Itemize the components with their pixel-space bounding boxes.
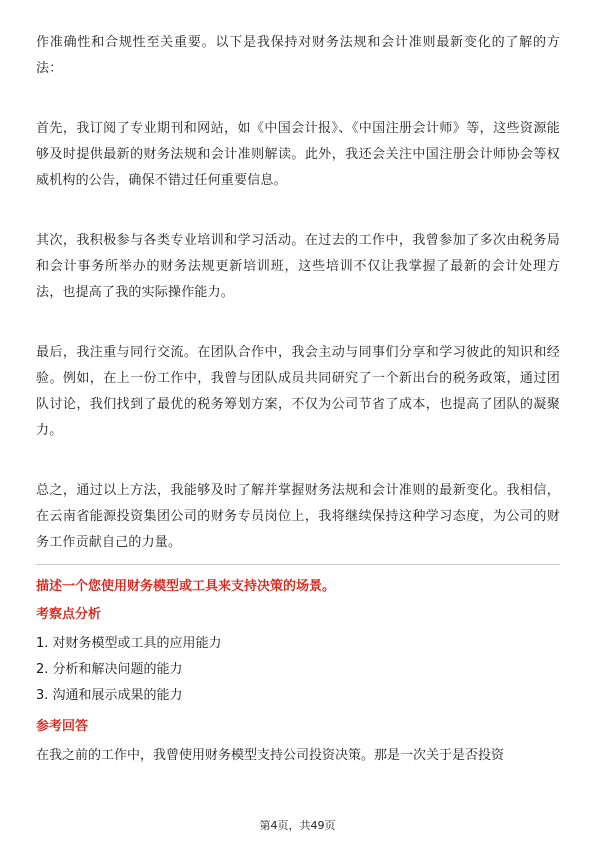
list-item: 1. 对财务模型或工具的应用能力 <box>36 636 222 651</box>
page-footer: 第4页，共49页 <box>259 819 336 832</box>
second-method-paragraph: 其次，我积极参与各类专业培训和学习活动。在过去的工作中，我曾参加了多次由税务局和会计事务所举办的财务法规更新培训班，这些培训不仅让我掌握了最新的会计处理方法，也提高了我的实际操作能力。 <box>36 233 560 300</box>
first-method-paragraph: 首先，我订阅了专业期刊和网站，如《中国会计报》、《中国注册会计师》等，这些资源能够及时提供最新的财务法规和会计准则解读。此外，我还会关注中国注册会计师协会等权威机构的公告，确保不错过任何重要信息。 <box>36 121 560 188</box>
section-divider <box>36 564 560 565</box>
answer-heading: 参考回答 <box>36 719 89 734</box>
third-method-paragraph: 最后，我注重与同行交流。在团队合作中，我会主动与同事们分享和学习彼此的知识和经验。例如，在上一份工作中，我曾与团队成员共同研究了一个新出台的税务政策，通过团队讨论，我们找到了最优的税务筹划方案，不仅为公司节省了成本，也提高了团队的凝聚力。 <box>36 345 560 438</box>
answer-text: 在我之前的工作中，我曾使用财务模型支持公司投资决策。那是一次关于是否投资 <box>36 748 505 763</box>
question-title: 描述一个您使用财务模型或工具来支持决策的场景。 <box>36 579 336 594</box>
document-page <box>36 30 560 769</box>
summary-paragraph: 总之，通过以上方法，我能够及时了解并掌握财务法规和会计准则的最新变化。我相信，在云南省能源投资集团公司的财务专员岗位上，我将继续保持这种学习态度，为公司的财务工作贡献自己的力量。 <box>36 483 560 550</box>
analysis-points-list <box>36 631 560 709</box>
list-item: 3. 沟通和展示成果的能力 <box>36 688 183 703</box>
intro-paragraph: 作准确性和合规性至关重要。以下是我保持对财务法规和会计准则最新变化的了解的方法： <box>36 35 560 76</box>
list-item: 2. 分析和解决问题的能力 <box>36 662 183 677</box>
analysis-heading: 考察点分析 <box>36 607 102 622</box>
